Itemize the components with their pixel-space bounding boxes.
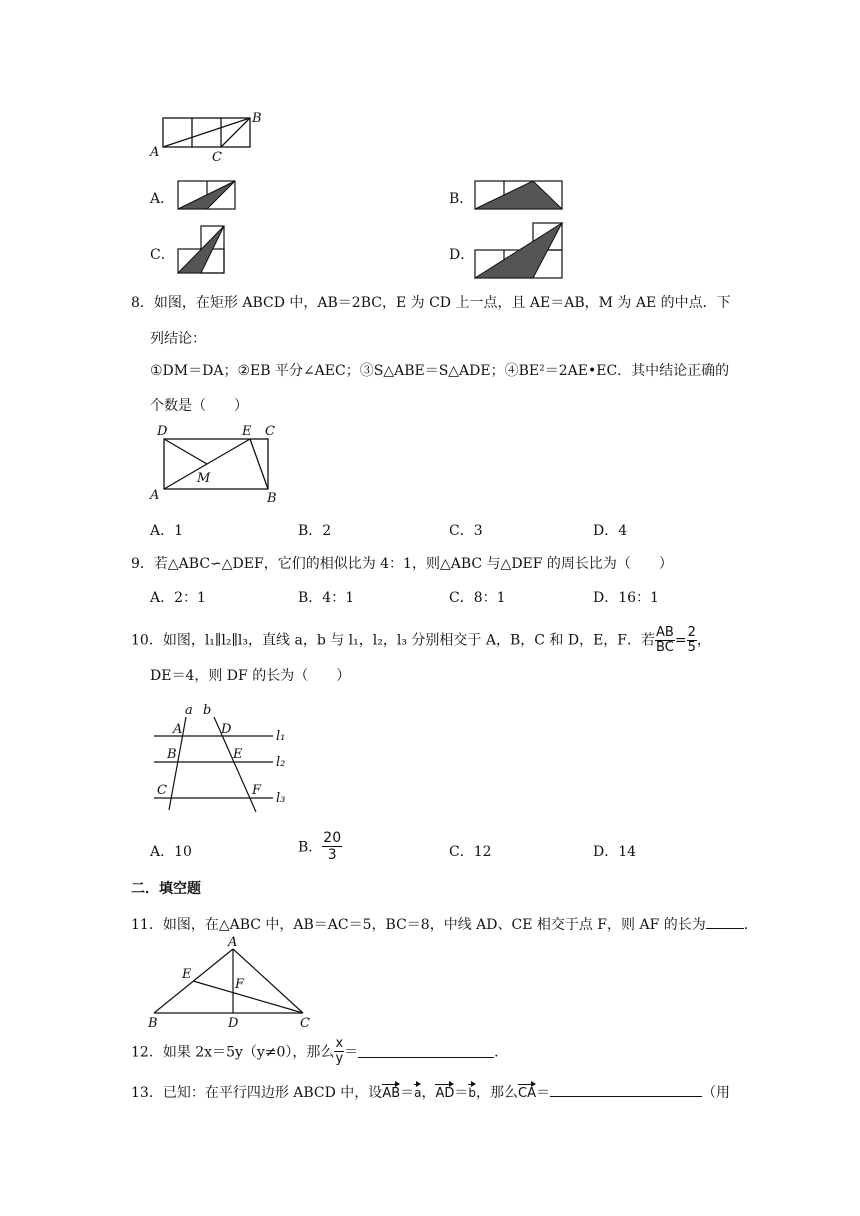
q10-line1 (131, 626, 711, 655)
q8-option-a: A．1 (150, 523, 184, 539)
q10-line2: DE＝4，则 DF 的长为（ ） (150, 668, 351, 684)
q10-label-F: F (252, 783, 262, 798)
q7-option-c-figure (177, 225, 227, 277)
q10-frac1-num: AB (656, 625, 674, 640)
q7-label-A: A (150, 145, 160, 160)
q10-comma: ， (696, 632, 711, 649)
q10-option-d: D．14 (593, 844, 637, 860)
q11-label-A: A (228, 935, 238, 950)
q10-frac1-den: BC (656, 640, 674, 655)
q11-end: ． (743, 917, 758, 933)
q12-answer-blank (358, 1045, 494, 1058)
q12-fraction-x-y (334, 1037, 344, 1066)
q10-label-l2: l₂ (276, 755, 286, 770)
q13-vector-ad: AD (435, 1082, 454, 1101)
q7-label-C: C (212, 150, 222, 165)
q8-label-A: A (150, 488, 160, 503)
q13-vector-a: a (414, 1082, 421, 1100)
q11-answer-blank (706, 916, 744, 929)
q10-figure (148, 700, 298, 816)
q11-label-D: D (228, 1016, 239, 1030)
q10-fraction-2-5 (687, 626, 697, 655)
q13-sep: ， (421, 1085, 436, 1101)
q10-label-C: C (157, 783, 167, 798)
q9-line1: 9．若△ABC∽△DEF，它们的相似比为 4：1，则△ABC 与△DEF 的周长比为（ ） (131, 556, 673, 572)
q10-option-a: A．10 (150, 844, 192, 860)
q13-eq1: ＝ (400, 1085, 415, 1101)
q7-option-d: D． (449, 247, 475, 263)
q9-option-d: D．16：1 (593, 590, 659, 606)
q13-vector-ca: CA (518, 1082, 536, 1101)
q10-option-b-fraction (322, 830, 342, 863)
q10-option-b-prefix: B． (298, 839, 323, 856)
q13-answer-blank (550, 1084, 702, 1097)
q7-option-c: C． (150, 247, 175, 263)
q12-text: 12．如果 2x＝5y（y≠0），那么 (131, 1044, 335, 1061)
q9-option-a: A．2：1 (150, 590, 206, 606)
q11-line1 (131, 914, 758, 934)
q13-eq2: ＝ (454, 1085, 469, 1101)
section-title-fill-blank: 二．填空题 (131, 881, 201, 897)
q8-label-B: B (267, 491, 277, 506)
q8-label-D: D (157, 424, 168, 439)
q13-eq3: ＝ (536, 1085, 550, 1101)
q8-label-E: E (242, 424, 252, 439)
q7-label-B: B (252, 111, 262, 126)
q10-option-b-den: 3 (327, 847, 337, 863)
q9-option-c: C．8：1 (449, 590, 506, 606)
q10-frac2-num: 2 (687, 625, 696, 640)
q12-eq: ＝ (344, 1044, 359, 1061)
q13-vector-ab: AB (382, 1082, 400, 1101)
q8-line2: 列结论： (150, 331, 206, 347)
q11-label-C: C (300, 1016, 310, 1030)
q10-label-D: D (221, 722, 232, 737)
q10-line1-text: 10．如图，l₁∥l₂∥l₃，直线 a，b 与 l₁，l₂，l₃ 分别相交于 A，B，C 和 D，E，F．若 (131, 632, 656, 649)
q8-line4: 个数是（ ） (150, 398, 248, 414)
q8-line1: 8．如图，在矩形 ABCD 中，AB＝2BC，E 为 CD 上一点，且 AE＝AB，M 为 AE 的中点．下 (131, 295, 731, 311)
q11-text: 11．如图，在△ABC 中，AB＝AC＝5，BC＝8，中线 AD、CE 相交于点 F，则 AF 的长为 (131, 917, 706, 933)
q7-option-a-figure (177, 180, 237, 212)
q10-label-l1: l₁ (276, 729, 286, 744)
q8-option-b: B．2 (298, 523, 332, 539)
q10-option-b (298, 830, 342, 863)
q10-option-c: C．12 (449, 844, 492, 860)
q8-label-M: M (197, 471, 211, 486)
q12-num: x (335, 1036, 344, 1051)
q8-figure (145, 422, 285, 506)
q8-line3: ①DM＝DA；②EB 平分∠AEC；③S△ABE＝S△ADE；④BE²＝2AE•EC．其中结论正确的 (150, 363, 730, 379)
q13-line (131, 1082, 730, 1102)
q7-option-d-figure (474, 222, 566, 280)
q8-option-c: C．3 (449, 523, 483, 539)
q13-end: （用 (702, 1085, 730, 1101)
q8-label-C: C (265, 424, 275, 439)
q10-fraction-ab-bc (655, 626, 675, 655)
q13-vector-b: b (468, 1082, 476, 1100)
q11-label-E: E (182, 967, 192, 982)
q7-option-b: B． (449, 191, 474, 207)
q10-label-l3: l₃ (276, 791, 286, 806)
q7-option-a: A． (150, 191, 175, 207)
q10-label-A: A (173, 722, 183, 737)
q12-den: y (335, 1051, 344, 1066)
q10-option-b-num: 20 (323, 830, 342, 846)
q11-figure (145, 935, 320, 1030)
q10-label-b: b (203, 703, 212, 718)
q11-label-F: F (235, 977, 245, 992)
q8-option-d: D．4 (593, 523, 628, 539)
q13-mid: ，那么 (476, 1085, 519, 1101)
q12-line (131, 1037, 508, 1066)
q12-end: ． (494, 1044, 509, 1061)
q9-option-b: B．4：1 (298, 590, 355, 606)
q10-label-a: a (185, 703, 193, 718)
q13-text: 13．已知：在平行四边形 ABCD 中，设 (131, 1085, 383, 1101)
q11-label-B: B (148, 1016, 158, 1030)
q10-label-B: B (167, 747, 177, 762)
q7-option-b-figure (474, 180, 566, 212)
q10-label-E: E (233, 747, 243, 762)
q7-figure (145, 108, 285, 168)
q10-eq: = (674, 632, 687, 649)
q10-frac2-den: 5 (687, 640, 696, 655)
